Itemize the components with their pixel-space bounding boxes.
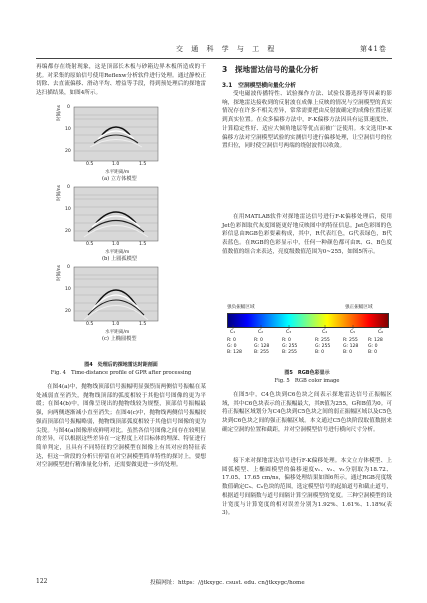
ytick-b-2: 20 — [65, 229, 71, 234]
figure-4 — [36, 105, 206, 355]
right-paragraph-1: 受电磁波传播特性、试验操作方法、试验仪器选择等因素的影响，探地雷达接收到的反射波在成像上反映的情况与空洞模型的真实情况存在许多不相关差异，常常需要把由反射波确定的成像位置还原到真实位置。在众多偏移方法中，F-K偏移方法因具有运算速度快、计算稳定性好、适应大倾角地层等优点而被广泛使用。本文选用F-K偏移方法对空洞模型试验的实测信号进行偏移处理，让空洞信号的位置归位，同时使空洞信号两端的绕射波得以收敛。 — [222, 91, 392, 150]
xtick-c-1: 1.0 — [112, 322, 120, 327]
stop-c1: C₁ — [230, 330, 236, 335]
negative-region-label: 强负振幅区域 — [227, 305, 255, 310]
rgb-values-c4: R: 255 G: 255 B: 0 — [315, 338, 331, 355]
rgb-values-c5: R: 255 G: 128 B: 0 — [343, 338, 359, 355]
ylabel-c: 时间/ns — [57, 264, 62, 281]
subcaption-c: (c) 上椭圆模型 — [102, 336, 137, 342]
ylabel-b: 时间/ns — [57, 184, 62, 201]
profile-b — [74, 187, 158, 241]
xtick-a-1: 1.0 — [112, 162, 120, 167]
gpr-profiles — [36, 105, 206, 355]
ytick-a-0: 0 — [67, 105, 70, 110]
xtick-c-0: 0.5 — [86, 322, 94, 327]
ytick-c-1: 10 — [65, 287, 71, 292]
xtick-a-2: 1.5 — [139, 162, 147, 167]
xtick-a-0: 0.5 — [86, 162, 94, 167]
rgb-values-c3: R: 0 G: 255 B: 255 — [282, 338, 298, 355]
journal-website[interactable]: 投稿网址：https：//jtkxygc. csust. edu. cn/jtkxygc/home — [150, 580, 305, 586]
volume-label: 第41卷 — [360, 45, 387, 53]
stop-c2: C₂ — [258, 330, 264, 335]
positive-region-label: 强正振幅区域 — [345, 305, 373, 310]
subsection-title: 3.1 空洞模型横向量化分析 — [222, 83, 297, 89]
rgb-values-c6: R: 128 G: 0 B: 0 — [368, 338, 383, 355]
page-number: 122 — [36, 578, 48, 585]
fig5-caption: 图5 RGB色彩显示 — [284, 370, 330, 376]
left-intro-paragraph: 再编都存在绕射现象，这是顶部长木板与砂箱边界木板所造成的干扰。对采集的原始信号使用Reflexw分析软件进行处理。通过静校正切除、去直流偏移、滑动平均、增益等手段，得到预处理后的探地雷达扫描结果，如图4所示。 — [36, 64, 206, 97]
right-paragraph-3: 在图5中，C4色块到C6色块之间表示探地雷达信号正振幅区域，其中C6色块表示的正振幅最大，其R值为255，G和B值为0。可将正振幅区域划分为C4色块到C5色块之间的弱正振幅区域以及C5色块到C6色块之间的强正振幅区域。本文通过C5色块阶段取值数据来确定空洞的位置和截距，并对空洞模型信号进行横向尺寸分析。 — [222, 392, 392, 433]
ytick-a-1: 10 — [65, 127, 71, 132]
xtick-b-2: 1.5 — [139, 242, 147, 247]
stop-c4: C₄ — [322, 330, 328, 335]
ytick-a-2: 20 — [65, 149, 71, 154]
xlabel-b: 水平距离/m — [105, 250, 130, 255]
fig5-caption-en: Fig. 5 RGB color image — [274, 378, 340, 384]
xtick-c-2: 1.5 — [139, 322, 147, 327]
stop-c5: C₅ — [350, 330, 356, 335]
colorbar-ticks — [227, 325, 389, 335]
profile-a — [74, 107, 158, 161]
rgb-values-c1: R: 0 G: 0 B: 128 — [227, 338, 242, 355]
subcaption-b: (b) 上圆孤模型 — [102, 256, 137, 262]
figure-5 — [227, 304, 389, 366]
subcaption-a: (a) 立方体模型 — [102, 176, 137, 182]
header-rule — [36, 58, 392, 59]
rgb-values-c2: R: 0 G: 128 B: 255 — [254, 338, 270, 355]
xlabel-c: 水平距离/m — [105, 330, 130, 335]
right-paragraph-4: 接下来对探地雷达信号进行F-K偏移处理。本文立方体模型、上圆弧模型、上椭圆模型的偏移速度v₁、v₂、v₃分别取为18.72、17.05、17.65 cm/ns，偏移处理结果如图6所示。通过RGB亮度级数值确定C₅、C₆色块的范围，选定模型信号的起始道号和截止道号，根据道号间隔数与道号间隔计算空洞模型的宽度。三种空洞模型的设计宽度与计算宽度的相对误差分别为1.92%、1.61%、1.18%(表3)。 — [222, 458, 392, 517]
xtick-b-0: 0.5 — [86, 242, 94, 247]
fig4-caption: 图4 处理后的探地雷达时距剖面 — [84, 362, 158, 368]
right-paragraph-2: 在用MATLAB软件对探地雷达信号进行F-K偏移处理后，使用Jet色彩图取代灰度图能更好地反映图中的特征信息。Jet色彩图的色彩信息由RGB色彩要素构成，其中，R代表红色，G代表绿色，B代表蓝色。在RGB的色彩显示中，任何一种颜色都可由R、G、B色度值数值的组合来表达，亮度级数值范围为0~255，如图5所示。 — [222, 214, 392, 255]
ytick-c-2: 20 — [65, 309, 71, 314]
stop-c6: C₆ — [378, 330, 384, 335]
xtick-b-1: 1.0 — [112, 242, 120, 247]
journal-title: 交 通 科 学 与 工 程 — [176, 45, 278, 53]
left-discussion-paragraph: 在图4(a)中，抛物线顶部信号振幅明显强烈而两侧信号振幅在某处减弱直至消失，抛物线顶部的弧度相较于其他信号图像的更为平缓；在图4(b)中，图像呈现出的抛物线较为规整，顶部信号振幅最强，向两侧逐渐减小直至消失；在图4(c)中，抛物线两侧信号振幅较强而顶部信号振幅略弱，抛物线顶部弧度相较于其他信号图像的更为尖锐。与图4(a)图像形成鲜明对比。虽然各信号图像之间存在较明显的差异，可以根据这些差异在一定程度上对目标体的埋深、特征进行简单判定，且具有不同特征的空洞模型在图像上有其对应的特征表达，但这一阶段的分析只停留在对空洞模型简单特性的探讨上，要想对空洞模型进行精准量化分析，还需要做更进一步的处理。 — [36, 384, 206, 469]
section-title: 3 探地雷达信号的量化分析 — [222, 65, 319, 74]
stop-c3: C₃ — [286, 330, 292, 335]
ytick-c-0: 0 — [67, 265, 70, 270]
ytick-b-0: 0 — [67, 185, 70, 190]
ylabel-a: 时间/ns — [57, 104, 62, 121]
profile-c — [74, 267, 158, 321]
fig4-caption-en: Fig. 4 Time-distance profile of GPR after processing — [50, 370, 192, 376]
xlabel-a: 水平距离/m — [105, 170, 130, 175]
ytick-b-1: 10 — [65, 207, 71, 212]
